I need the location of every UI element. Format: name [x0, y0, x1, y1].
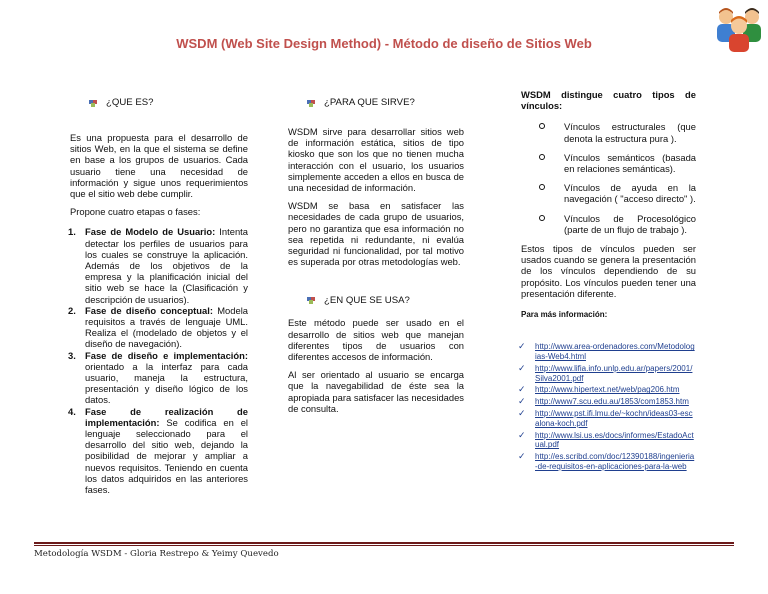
paragraph: Propone cuatro etapas o fases:	[70, 206, 201, 218]
circle-bullet-icon	[539, 215, 545, 221]
checkmark-icon: ✓	[518, 384, 526, 395]
reference-link[interactable]: http://es.scribd.com/doc/12390188/ingenieria-de-requisitos-en-aplicaciones-para-la-web	[535, 452, 695, 472]
page-title: WSDM (Web Site Design Method) - Método de diseño de Sitios Web	[176, 36, 592, 51]
list-item	[518, 408, 696, 429]
paragraph: Estos tipos de vínculos pueden ser usados cuando se genera la presentación de los vínculos dependiendo de su propósito. Los vínculos pueden tener una presentación diferente.	[521, 243, 696, 299]
checkmark-icon: ✓	[518, 429, 526, 440]
list-item: Vínculos semánticos (basada en relaciones semánticas).	[521, 152, 696, 174]
footer-rule	[34, 545, 734, 546]
paragraph: WSDM sirve para desarrollar sitios web de información estática, sitios de tipo kiosko que son los que no tienen mucha interacción con el usuario, los usuarios simplemente acceden a ellos en busca de una necesidad de información.	[288, 126, 464, 194]
column-que-es	[70, 96, 248, 495]
circle-bullet-icon	[539, 154, 545, 160]
people-group-icon	[712, 4, 766, 52]
list-item: 4. Fase de realización de implementación: Se codifica en el lenguaje seleccionado para el desarrollo del sitio web, dejando la posibilidad de mejorar y ampliar a nuevos requisitos. Teniendo en cuenta los datos adquiridos en las anteriores fases.	[68, 405, 248, 496]
footer-rule	[34, 542, 734, 544]
list-item: 3. Fase de diseño e implementación: orientado a la interfaz para cada usuario, maneja la estructura, presentación y diseño lógico de los datos.	[68, 349, 248, 406]
bullet-icon	[306, 98, 316, 108]
section-heading-en-que-se-usa: ¿EN QUE SE USA?	[306, 293, 464, 307]
reference-link[interactable]: http://www.hipertext.net/web/pag206.htm	[535, 385, 680, 395]
list-item	[518, 341, 696, 362]
reference-links-list	[518, 341, 696, 472]
bullet-icon	[88, 98, 98, 108]
column-para-que-sirve	[288, 96, 464, 414]
list-item	[518, 451, 696, 472]
list-item: 1. Fase de Modelo de Usuario: Intenta detectar los perfiles de usuarios para los cuales se construye la aplicación. Además de los objetivos de la empresa y la planificación inicial del sitio web se hace la (Clasificación y descripción de usuarios).	[68, 226, 248, 305]
bullet-icon	[306, 295, 316, 305]
paragraph: WSDM se basa en satisfacer las necesidades de cada grupo de usuarios, pero no garantiza que esa información no sea repetida ni redundante, ni evalúa seguridad ni funcionalidad, por tal motivo es superada por otras metodologías web.	[288, 200, 464, 268]
section-heading-para-que-sirve: ¿PARA QUE SIRVE?	[306, 96, 464, 110]
checkmark-icon: ✓	[518, 396, 526, 407]
footer-text: Metodología WSDM - Gloria Restrepo & Yeimy Quevedo	[34, 549, 279, 559]
reference-link[interactable]: http://www.lifia.info.unlp.edu.ar/papers/2001/Silva2001.pdf	[535, 363, 693, 383]
circle-bullet-icon	[539, 184, 545, 190]
paragraph: Este método puede ser usado en el desarrollo de sitios web que manejan diferentes tipos de usuarios con diferentes accesos de información.	[288, 317, 464, 363]
reference-link[interactable]: http://www.pst.ifi.lmu.de/~kochn/ideas03-escalona-koch.pdf	[535, 409, 693, 428]
more-info-label: Para más información:	[521, 310, 608, 320]
list-item	[518, 396, 696, 407]
list-item	[518, 384, 696, 395]
checkmark-icon: ✓	[518, 362, 526, 373]
list-item	[518, 362, 696, 384]
list-item: Vínculos estructurales (que denota la estructura pura ).	[521, 121, 696, 143]
paragraph: Al ser orientado al usuario se encarga que la navegabilidad de éste sea la apropiada para satisfacer las necesidades de consulta.	[288, 369, 464, 414]
checkmark-icon: ✓	[518, 408, 526, 419]
phases-list	[70, 226, 248, 495]
reference-link[interactable]: http://www.lsi.us.es/docs/informes/EstadoActual.pdf	[535, 430, 694, 450]
list-item: Vínculos de ayuda en la navegación ( "acceso directo" ).	[521, 182, 696, 204]
paragraph: Es una propuesta para el desarrollo de sitios Web, en la que el sistema se define en base a los grupos de usuarios. Cada usuario tiene una necesidad de información y sigue unos requerimientos que el sitio web debe cumplir.	[70, 132, 248, 200]
section-heading-que-es: ¿QUE ES?	[88, 96, 248, 110]
reference-link[interactable]: http://www.area-ordenadores.com/Metodologias-Web4.html	[535, 342, 695, 362]
section-heading-vinculos: WSDM distingue cuatro tipos de vínculos:	[521, 89, 696, 112]
reference-link[interactable]: http://www7.scu.edu.au/1853/com1853.htm	[535, 397, 689, 407]
circle-bullet-icon	[539, 123, 545, 129]
column-vinculos	[518, 89, 696, 474]
list-item: 2. Fase de diseño conceptual: Modela requisitos a través de lenguaje UML. Realiza el (modelado de objetos y el diseño de navegación).	[68, 304, 248, 350]
checkmark-icon: ✓	[518, 341, 526, 352]
list-item: Vínculos de Procesológico (parte de un flujo de trabajo ).	[521, 213, 696, 235]
list-item	[518, 429, 696, 451]
link-types-list	[521, 121, 696, 235]
checkmark-icon: ✓	[518, 451, 526, 462]
